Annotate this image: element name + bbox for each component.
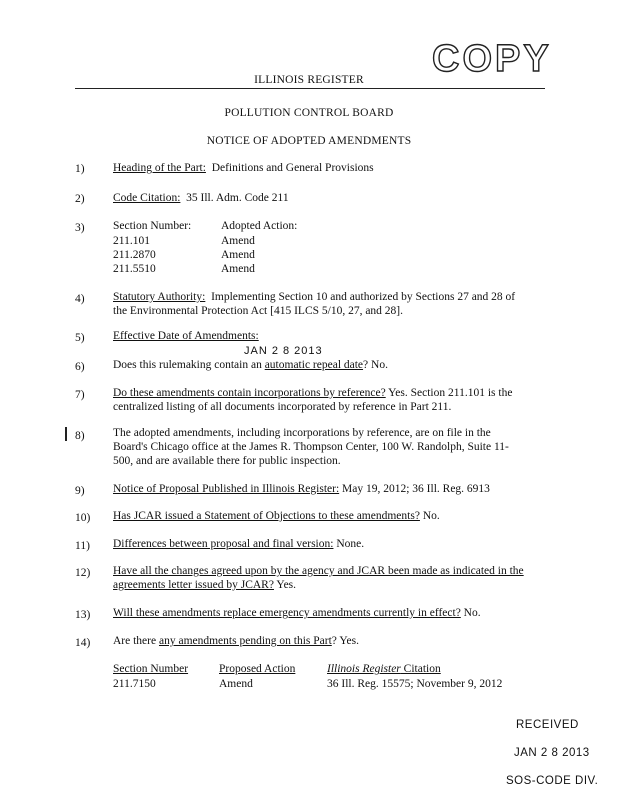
item-text: Are there [113, 635, 159, 647]
item-text: Implementing Section 10 and authorized by Sections 27 and 28 of [211, 291, 516, 303]
item-text: No. [419, 510, 440, 522]
item-label: Has JCAR issued a Statement of Objections to these amendments? [113, 510, 420, 522]
citation-header [327, 662, 441, 677]
item-text-continued: centralized listing of all documents incorporated by reference in Part 211. [113, 401, 452, 413]
item-text: May 19, 2012; 36 Ill. Reg. 6913 [339, 483, 490, 495]
register-title: ILLINOIS REGISTER [254, 74, 364, 86]
item-number: 1) [75, 163, 85, 175]
item-code-citation [113, 191, 289, 206]
item-text: Board's Chicago office at the James R. Thompson Center, 100 W. Randolph, Suite 11- [113, 441, 509, 453]
section-number-cell: 211.2870 [113, 249, 156, 261]
item-text: 500, and are available there for public inspection. [113, 455, 341, 467]
item-number: 5) [75, 332, 85, 344]
section-number-cell: 211.5510 [113, 263, 156, 275]
item-heading-of-part [113, 161, 374, 176]
item-agreements [113, 578, 296, 593]
action-cell: Amend [219, 678, 253, 690]
citation-word: Citation [400, 663, 441, 675]
citation-cell: 36 Ill. Reg. 15575; November 9, 2012 [327, 678, 503, 690]
item-number: 14) [75, 637, 91, 649]
adopted-action-header: Adopted Action: [221, 220, 298, 232]
change-bar [65, 427, 67, 441]
item-label: Notice of Proposal Published in Illinois Register: [113, 483, 340, 495]
item-label: Will these amendments replace emergency amendments currently in effect? [113, 607, 461, 619]
item-number: 10) [75, 512, 91, 524]
item-number: 13) [75, 609, 91, 621]
item-label: Effective Date of Amendments: [113, 330, 259, 342]
copy-stamp: COPY [432, 38, 552, 80]
item-number: 7) [75, 389, 85, 401]
item-incorporations [113, 386, 512, 401]
proposed-action-header: Proposed Action [219, 663, 296, 675]
item-label: automatic repeal date [264, 359, 364, 371]
item-text: Yes. [273, 579, 297, 591]
effective-date-stamp: JAN 2 8 2013 [244, 345, 323, 357]
action-cell: Amend [221, 263, 255, 275]
board-title: POLLUTION CONTROL BOARD [224, 107, 394, 119]
item-text: The adopted amendments, including incorporations by reference, are on file in the [113, 427, 491, 439]
item-label: Have all the changes agreed upon by the agency and JCAR been made as indicated in the [113, 565, 524, 577]
item-text: Yes. Section 211.101 is the [385, 387, 513, 399]
section-number-header: Section Number [113, 663, 189, 675]
item-label: Differences between proposal and final version: [113, 538, 334, 550]
item-number: 2) [75, 193, 85, 205]
register-name: Illinois Register [327, 663, 401, 675]
received-division: SOS-CODE DIV. [506, 775, 599, 787]
item-text-continued: the Environmental Protection Act [415 ILCS 5/10, 27, and 28]. [113, 305, 404, 317]
item-number: 9) [75, 485, 85, 497]
item-text: Definitions and General Provisions [211, 162, 374, 174]
notice-title: NOTICE OF ADOPTED AMENDMENTS [206, 135, 412, 147]
action-cell: Amend [221, 249, 255, 261]
item-number: 6) [75, 361, 85, 373]
item-text: No. [460, 607, 481, 619]
item-text: None. [333, 538, 365, 550]
item-label: Code Citation: [113, 192, 181, 204]
item-pending [113, 634, 359, 649]
item-differences [113, 537, 364, 552]
item-label: Heading of the Part: [113, 162, 206, 174]
action-cell: Amend [221, 235, 255, 247]
section-number-cell: 211.7150 [113, 678, 156, 690]
item-effective-date [113, 329, 259, 344]
item-text: Does this rulemaking contain an [113, 359, 265, 371]
item-label: Do these amendments contain incorporations by reference? [113, 387, 386, 399]
item-number: 11) [75, 540, 90, 552]
section-number-cell: 211.101 [113, 235, 150, 247]
item-label: Statutory Authority: [113, 291, 206, 303]
item-label: agreements letter issued by JCAR? [113, 579, 274, 591]
received-stamp: RECEIVED [516, 719, 579, 731]
item-text: ? No. [363, 359, 388, 371]
item-number: 8) [75, 430, 85, 442]
item-emergency [113, 606, 481, 621]
item-notice-of-proposal [113, 482, 490, 497]
item-text: 35 Ill. Adm. Code 211 [186, 192, 289, 204]
received-date: JAN 2 8 2013 [514, 747, 590, 759]
item-number: 12) [75, 567, 91, 579]
item-jcar-objections [113, 509, 440, 524]
item-number: 4) [75, 293, 85, 305]
item-number: 3) [75, 222, 85, 234]
item-statutory-authority [113, 290, 553, 305]
item-text: ? Yes. [331, 635, 359, 647]
header-rule [75, 88, 545, 89]
item-repeal-date [113, 358, 388, 373]
section-number-header: Section Number: [113, 220, 192, 232]
item-label: any amendments pending on this Part [158, 635, 332, 647]
